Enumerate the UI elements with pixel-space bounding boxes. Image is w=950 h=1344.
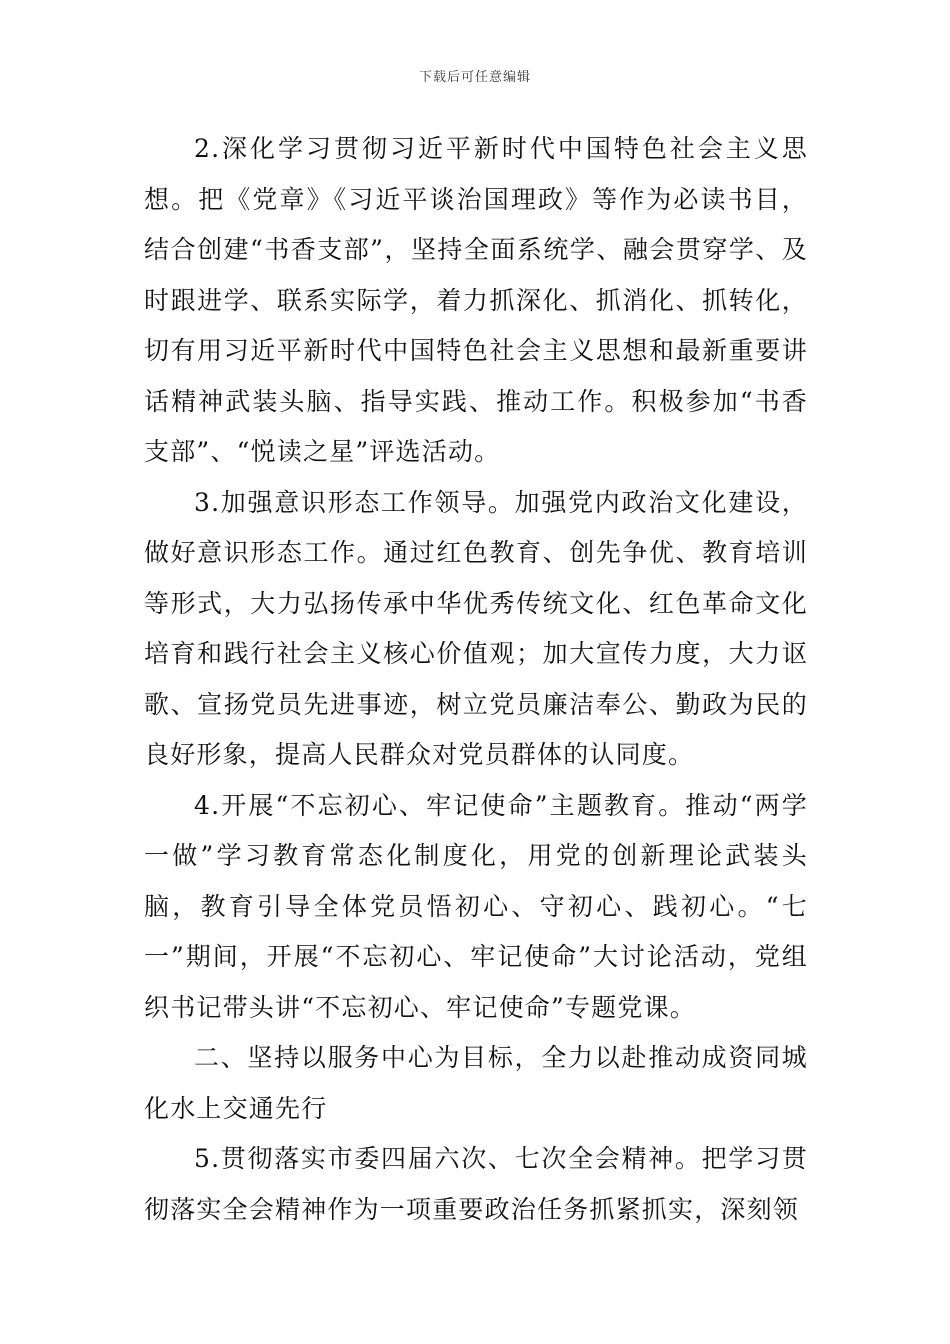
header-note: 下载后可任意编辑 <box>418 70 531 85</box>
section-heading-2: 二、坚持以服务中心为目标，全力以赴推动成资同城化水上交通先行 <box>144 1043 808 1123</box>
paragraph-3: 3.加强意识形态工作领导。加强党内政治文化建设，做好意识形态工作。通过红色教育、创先争优、教育培训等形式，大力弘扬传承中华优秀传统文化、红色革命文化培育和践行社会主义核心价值观；加大宣传力度，大力讴歌、宣扬党员先进事迹，树立党员廉洁奉公、勤政为民的良好形象，提高人民群众对党员群体的认同度。 <box>144 487 808 769</box>
paragraph-4: 4.开展“不忘初心、牢记使命”主题教育。推动“两学一做”学习教育常态化制度化，用党的创新理论武装头脑，教育引导全体党员悟初心、守初心、践初心。“七一”期间，开展“不忘初心、牢记使命”大讨论活动，党组织书记带头讲“不忘初心、牢记使命”专题党课。 <box>144 790 808 1022</box>
paragraph-5: 5.贯彻落实市委四届六次、七次全会精神。把学习贯彻落实全会精神作为一项重要政治任务抓紧抓实，深刻领 <box>144 1144 808 1224</box>
paragraph-2: 2.深化学习贯彻习近平新时代中国特色社会主义思想。把《党章》《习近平谈治国理政》等作为必读书目，结合创建“书香支部”，坚持全面系统学、融会贯穿学、及时跟进学、联系实际学，着力抓深化、抓消化、抓转化，切有用习近平新时代中国特色社会主义思想和最新重要讲话精神武装头脑、指导实践、推动工作。积极参加“书香支部”、“悦读之星”评选活动。 <box>144 134 808 466</box>
document-body <box>144 124 808 1235</box>
